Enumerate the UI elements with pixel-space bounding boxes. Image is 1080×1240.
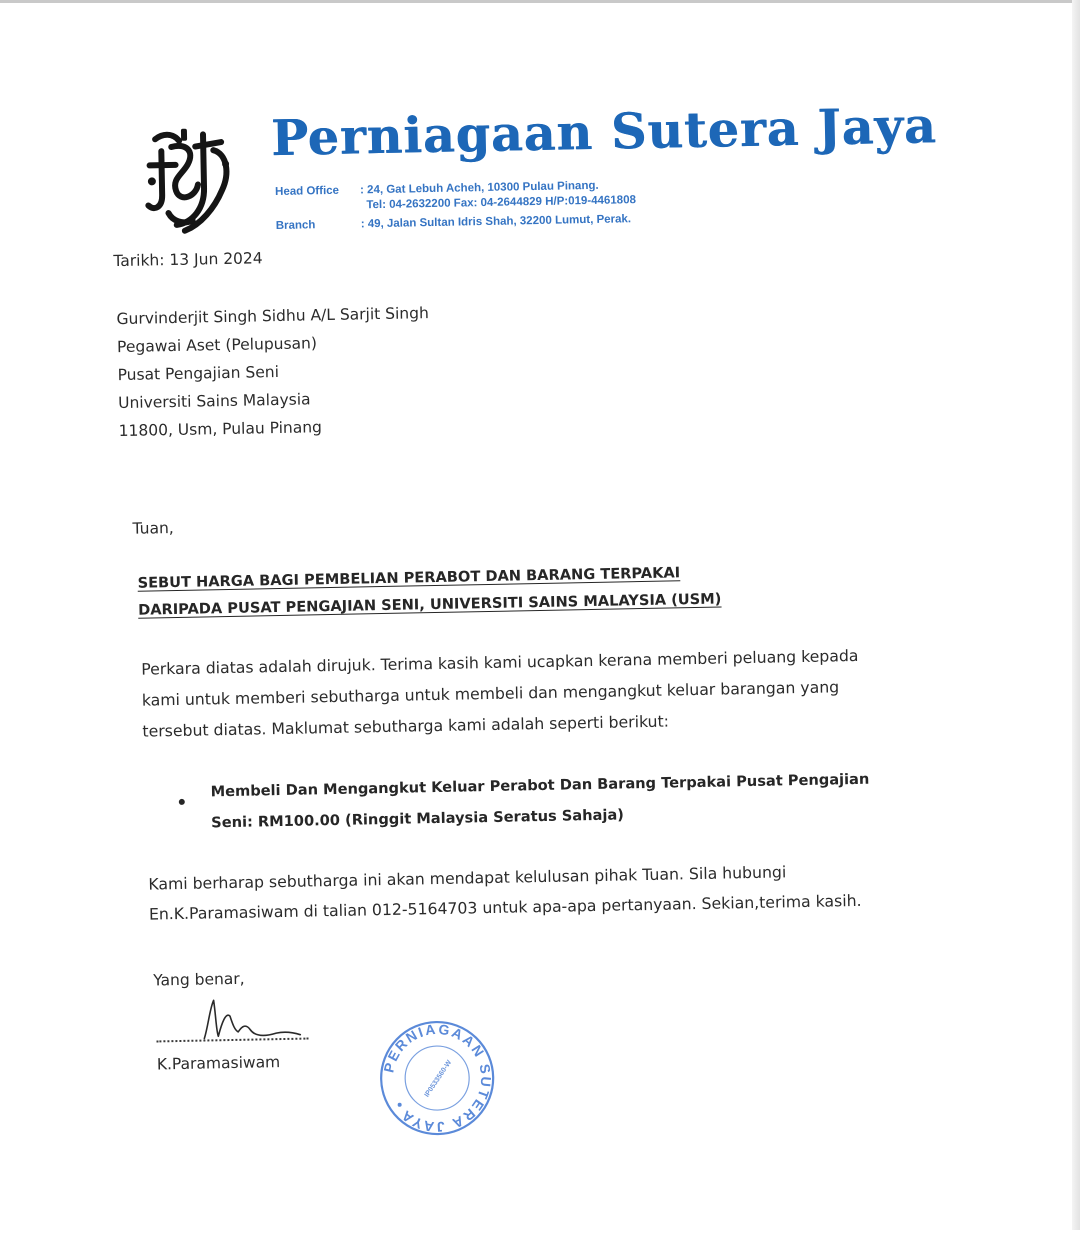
recipient-address: 11800, Usm, Pulau Pinang <box>118 418 323 441</box>
company-logo <box>141 124 235 240</box>
company-stamp <box>376 1017 498 1139</box>
recipient-department: Pusat Pengajian Seni <box>117 362 280 385</box>
body-line: kami untuk memberi sebutharga untuk membeli dan mengangkut keluar barangan yang <box>141 677 840 710</box>
quotation-item-line: Membeli Dan Mengangkut Keluar Perabot Dan Barang Terpakai Pusat Pengajian <box>210 770 870 801</box>
company-name: Perniagaan Sutera Jaya <box>270 96 938 168</box>
subject-line: SEBUT HARGA BAGI PEMBELIAN PERABOT DAN BARANG TERPAKAI <box>137 564 681 592</box>
closing-line: Kami berharap sebutharga ini akan mendapat kelulusan pihak Tuan. Sila hubungi <box>148 862 787 894</box>
closing-line: En.K.Paramasiwam di talian 012-5164703 untuk apa-apa pertanyaan. Sekian,terima kasih. <box>148 890 862 924</box>
signer-name: K.Paramasiwam <box>156 1053 281 1074</box>
letter-date: Tarikh: 13 Jun 2024 <box>113 249 263 271</box>
branch-address-text: : 49, Jalan Sultan Idris Shah, 32200 Lumut, Perak. <box>360 213 632 231</box>
head-office-label: Head Office <box>275 184 340 199</box>
stamp-ring-text: PERNIAGAAN SUTERA JAYA <box>380 1020 495 1136</box>
recipient-institution: Universiti Sains Malaysia <box>117 390 311 413</box>
recipient-name: Gurvinderjit Singh Sidhu A/L Sarjit Singh <box>116 304 429 329</box>
quotation-item-line: Seni: RM100.00 (Ringgit Malaysia Seratus Sahaja) <box>211 806 625 832</box>
body-line: Perkara diatas adalah dirujuk. Terima kasih kami ucapkan kerana memberi peluang kepada <box>141 645 859 679</box>
recipient-position: Pegawai Aset (Pelupusan) <box>116 334 318 357</box>
sign-off: Yang benar, <box>153 969 245 990</box>
branch-label: Branch <box>275 219 316 233</box>
stamp-registration-number: IP0533560-W <box>423 1059 454 1099</box>
body-line: tersebut diatas. Maklumat sebutharga kami adalah seperti berikut: <box>142 711 670 741</box>
branch-address <box>276 213 632 232</box>
bullet-icon <box>179 799 185 805</box>
subject-line: DARIPADA PUSAT PENGAJIAN SENI, UNIVERSITI SAINS MALAYSIA (USM) <box>137 590 722 619</box>
head-office-address-text: : 24, Gat Lebuh Acheh, 10300 Pulau Pinang. <box>359 179 599 197</box>
contact-numbers: Tel: 04-2632200 Fax: 04-2644829 H/P:019-4461808 <box>366 194 637 212</box>
salutation: Tuan, <box>132 519 174 538</box>
